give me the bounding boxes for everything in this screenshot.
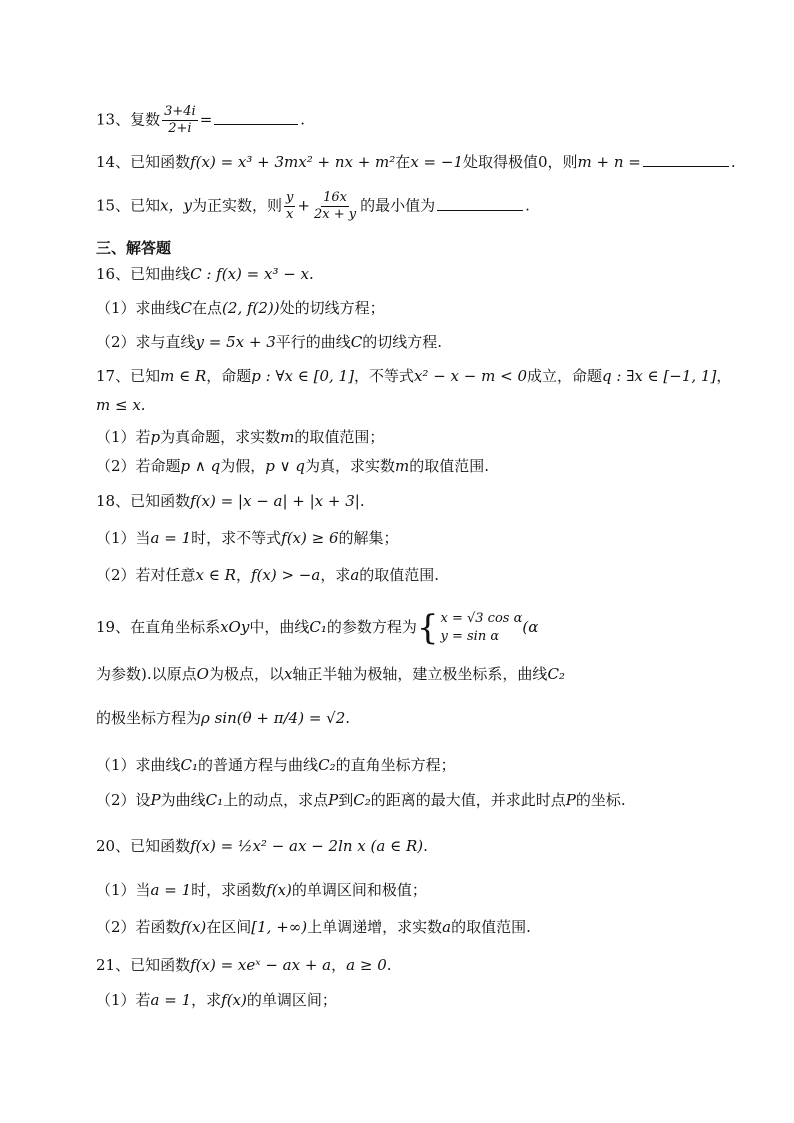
q18-part-2: （2）若对任意x ∈ R，f(x) > −a，求a的取值范围. (96, 566, 440, 584)
q19-line-2: 为参数).以原点O为极点，以x轴正半轴为极轴，建立极坐标系，曲线C₂ (96, 665, 565, 683)
left-brace-icon: { (416, 608, 439, 648)
parametric-system: { x = √3 cos α y = sin α (416, 608, 523, 648)
q16-part-1: （1）求曲线C在点(2, f(2))处的切线方程； (96, 299, 385, 317)
question-13: 13、复数 $\frac{3+4i}{2+i}$ = . (96, 104, 306, 136)
q15-fraction-2: $\frac{16x}{2x + y}$ (313, 190, 357, 222)
q19-part-2: （2）设P为曲线C₁上的动点，求点P到C₂的距离的最大值，并求此时点P的坐标. (96, 791, 626, 809)
q18-part-1: （1）当a = 1时，求不等式f(x) ≥ 6的解集； (96, 529, 399, 547)
q20-part-1: （1）当a = 1时，求函数f(x)的单调区间和极值； (96, 881, 427, 899)
q15-fraction-1: $\frac{y}{x}$ (286, 190, 294, 222)
q19-line-3: 的极坐标方程为ρ sin(θ + π/4) = √2. (96, 709, 351, 727)
answer-blank (437, 196, 523, 211)
q17-part-1: （1）若p为真命题，求实数m的取值范围； (96, 428, 385, 446)
q20-part-2: （2）若函数f(x)在区间[1, +∞)上单调递增，求实数a的取值范围. (96, 918, 531, 936)
q19-part-1: （1）求曲线C₁的普通方程与曲线C₂的直角坐标方程； (96, 756, 456, 774)
q21-part-1: （1）若a = 1，求f(x)的单调区间； (96, 991, 337, 1009)
answer-blank (214, 110, 298, 125)
answer-blank (643, 152, 729, 167)
question-17: 17、已知m ∈ R，命题p : ∀x ∈ [0, 1]，不等式x² − x − m < 0成立，命题q : ∃x ∈ [−1, 1]， (96, 367, 732, 385)
q13-fraction: $\frac{3+4i}{2+i}$ (164, 104, 196, 136)
question-15: 15、已知x，y为正实数，则 $\frac{y}{x}$ + $\frac{16x}{2x + y}$ 的最小值为 . (96, 190, 530, 222)
q17-line-2: m ≤ x. (96, 396, 146, 414)
q16-part-2: （2）求与直线y = 5x + 3平行的曲线C的切线方程. (96, 333, 443, 351)
question-20: 20、已知函数f(x) = ½x² − ax − 2ln x (a ∈ R). (96, 837, 428, 855)
question-14: 14、已知函数f(x) = x³ + 3mx² + nx + m²在x = −1处取得极值0，则m + n = . (96, 153, 736, 171)
question-18: 18、已知函数f(x) = |x − a| + |x + 3|. (96, 492, 365, 510)
question-21: 21、已知函数f(x) = xeˣ − ax + a，a ≥ 0. (96, 956, 392, 974)
q14-function: f(x) = x³ + 3mx² + nx + m² (190, 153, 396, 171)
q17-part-2: （2）若命题p ∧ q为假，p ∨ q为真，求实数m的取值范围. (96, 457, 490, 475)
question-19: 19、在直角坐标系xOy中，曲线C₁的参数方程为 { x = √3 cos α y = sin α (α (96, 608, 539, 648)
section-heading: 三、解答题 (96, 239, 172, 257)
question-16: 16、已知曲线C : f(x) = x³ − x. (96, 265, 314, 283)
q13-text: 13、复数 (96, 110, 161, 129)
